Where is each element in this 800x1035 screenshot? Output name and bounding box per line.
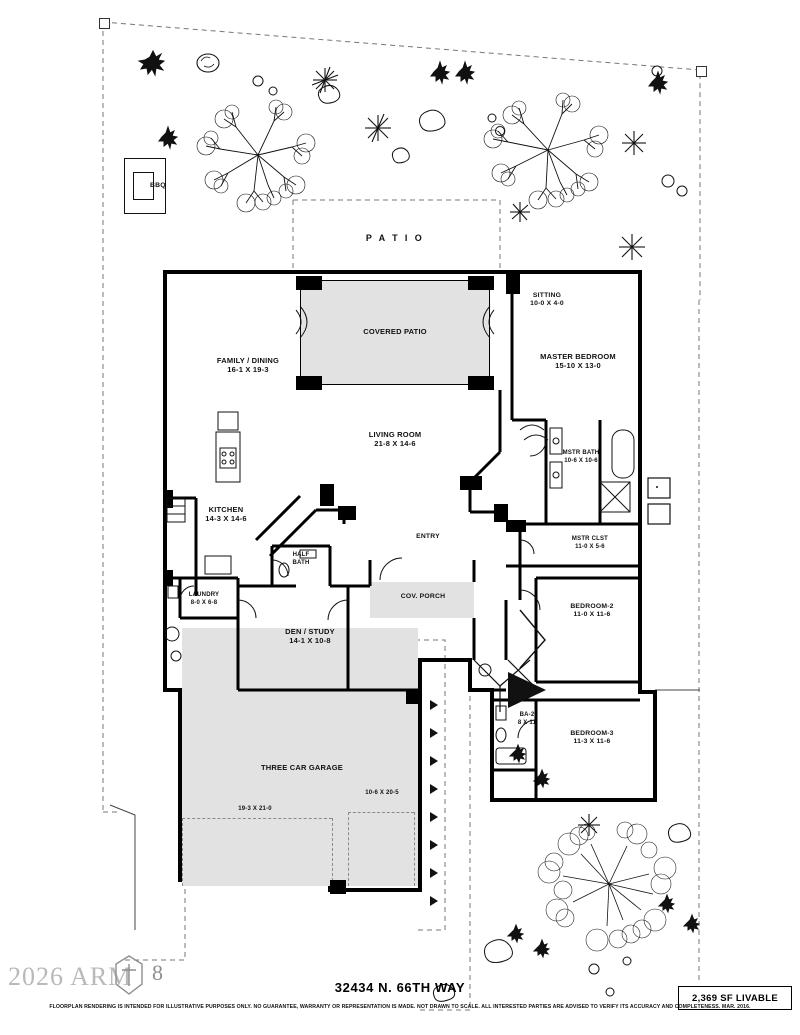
room-label-sitting: SITTING 10-0 X 4-0 <box>530 292 564 308</box>
room-label-bedroom-3: BEDROOM-3 11-3 X 11-6 <box>570 730 614 746</box>
room-label-patio: P A T I O <box>365 233 425 243</box>
room-label-family-dining: FAMILY / DINING 16-1 X 19-3 <box>216 356 280 375</box>
address-title: 32434 N. 66TH WAY <box>334 980 466 995</box>
room-label-mstr-clst: MSTR CLST 11-0 X 5-6 <box>571 536 609 550</box>
room-label-bbq: BBQ <box>150 182 166 189</box>
room-label-covered-patio: COVERED PATIO <box>363 327 427 336</box>
room-label-garage: THREE CAR GARAGE <box>261 763 343 772</box>
room-label-mstr-bath: MSTR BATH 10-6 X 10-6 <box>562 450 600 464</box>
room-label-laundry: LAUNDRY 8-0 X 6-8 <box>188 592 220 606</box>
room-label-den-study: DEN / STUDY 14-1 X 10-8 <box>285 627 335 646</box>
room-label-garage-bay-2: 10-6 X 20-5 <box>365 790 399 796</box>
room-label-cov-porch: COV. PORCH <box>400 593 446 600</box>
room-label-living-room: LIVING ROOM 21-8 X 14-6 <box>368 430 422 449</box>
livable-area-badge: 2,369 SF LIVABLE <box>678 986 792 1010</box>
room-label-bath-2: BA-2 8 X 11 <box>517 712 537 726</box>
brand-logo-mark-text: 8 <box>152 960 163 985</box>
brand-logo-text: 2026 ARM <box>8 962 133 991</box>
room-label-garage-bay-1: 19-3 X 21-0 <box>238 806 272 812</box>
room-label-bedroom-2: BEDROOM-2 11-0 X 11-6 <box>570 603 614 619</box>
disclaimer-text: FLOORPLAN RENDERING IS INTENDED FOR ILLUSTRATIVE PURPOSES ONLY. NO GUARANTEE, WARRANTY OR REPRESENTATION IS MADE. NOT DRAWN TO SCALE. ALL INTERESTED PARTIES ARE ADVISED TO VERIFY ITS ACCURACY AND COMPLETENESS. MAR. 2016. <box>49 1004 751 1010</box>
room-label-entry: ENTRY <box>416 533 440 540</box>
room-label-master-bedroom: MASTER BEDROOM 15-10 X 13-0 <box>540 352 616 371</box>
room-label-half-bath: HALF BATH <box>292 552 310 566</box>
room-label-kitchen: KITCHEN 14-3 X 14-6 <box>205 505 247 524</box>
